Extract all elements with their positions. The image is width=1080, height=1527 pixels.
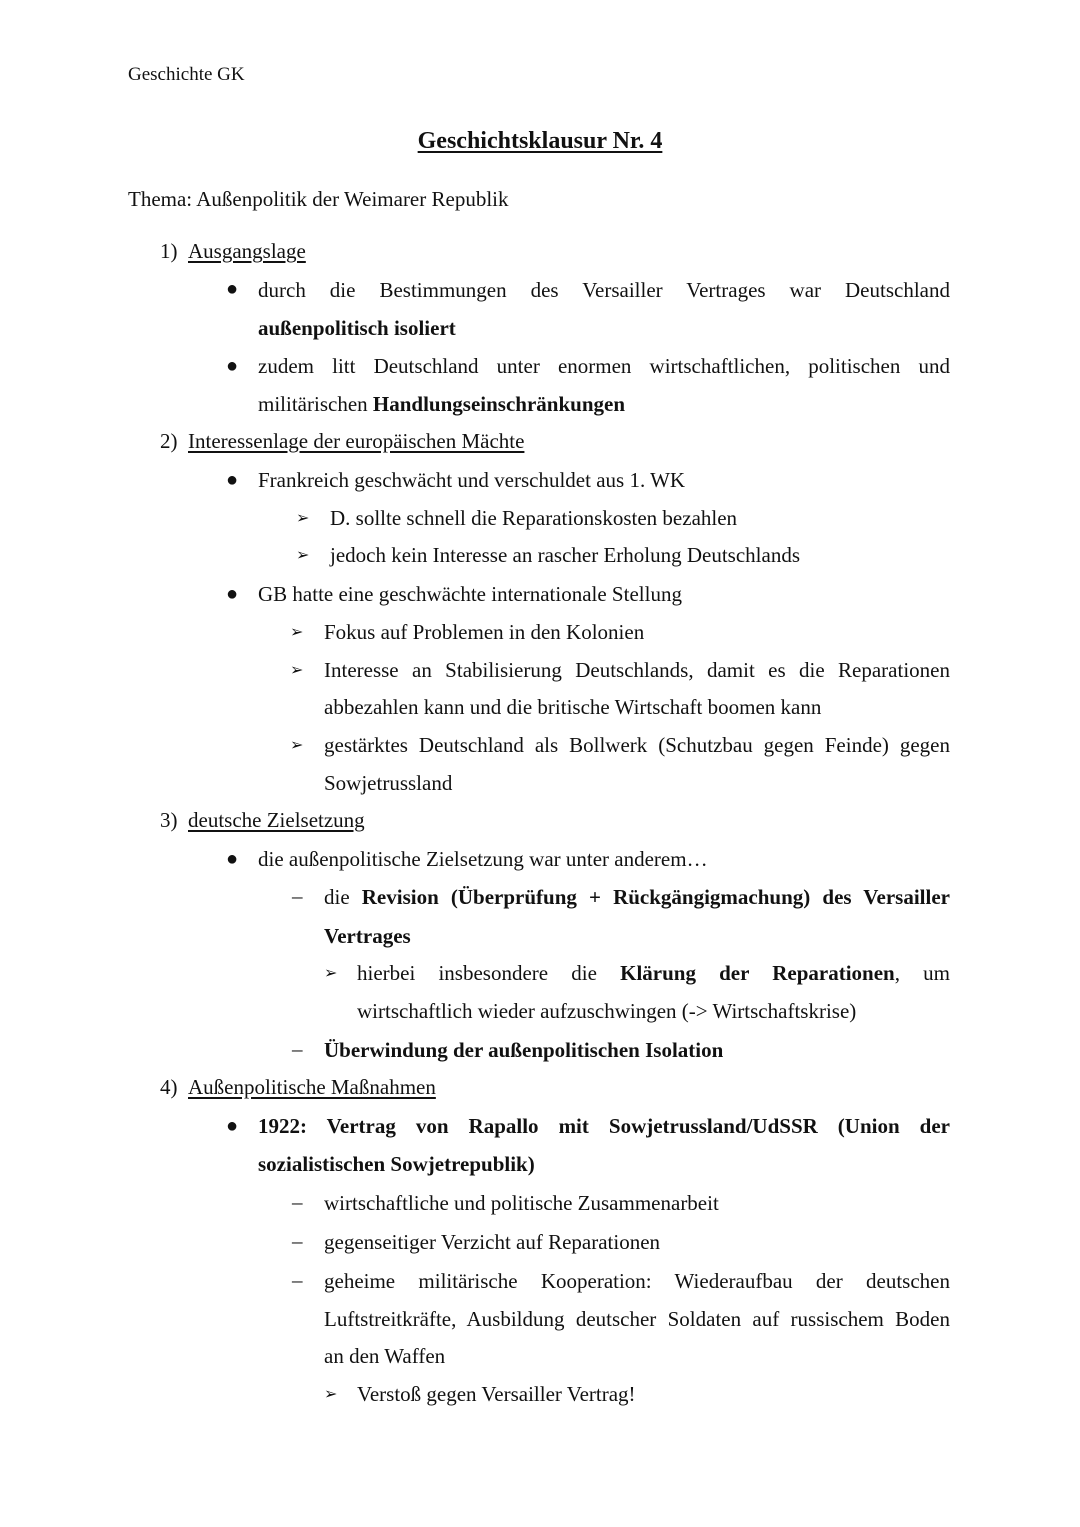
dash-bullet-icon: – bbox=[292, 1190, 303, 1214]
section-4-heading bbox=[160, 1074, 436, 1100]
dash-bullet-icon: – bbox=[292, 884, 303, 908]
bullet-icon: ● bbox=[226, 848, 239, 870]
s3-dash-1-text: die bbox=[324, 885, 362, 909]
s3-dash-1-bold: Revision (Überprüfung + Rückgängigmachung) des Versailler bbox=[361, 885, 950, 909]
page-title-text: Geschichtsklausur Nr. 4 bbox=[417, 128, 663, 154]
s3-dash-1-arrow-line-1 bbox=[357, 960, 950, 986]
s1-bullet-2-text: militärischen bbox=[258, 392, 373, 416]
section-number: 1) bbox=[160, 239, 178, 263]
s3-dash-1-line-2: Vertrages bbox=[324, 924, 411, 948]
s4-dash-3-line-1: geheime militärische Kooperation: Wiederaufbau der deutschen bbox=[324, 1269, 950, 1293]
s3-arrow-tail: , um bbox=[894, 961, 950, 985]
s1-bullet-1-line-1: durch die Bestimmungen des Versailler Vertrages war Deutschland bbox=[258, 278, 950, 302]
s2-bullet-2-arrow-3-line-2: Sowjetrussland bbox=[324, 771, 453, 795]
s1-bullet-2-line-2 bbox=[258, 391, 950, 417]
section-title: Interessenlage der europäischen Mächte bbox=[188, 429, 525, 453]
s1-bullet-2-line-1: zudem litt Deutschland unter enormen wirtschaftlichen, politischen und bbox=[258, 354, 950, 378]
s3-arrow-bold: Klärung der Reparationen bbox=[620, 961, 895, 985]
section-title: Außenpolitische Maßnahmen bbox=[188, 1075, 436, 1099]
arrow-bullet-icon: ➢ bbox=[290, 662, 304, 679]
section-number: 2) bbox=[160, 429, 178, 453]
section-title: Ausgangslage bbox=[188, 239, 306, 263]
s4-dash-2: gegenseitiger Verzicht auf Reparationen bbox=[324, 1230, 661, 1254]
s2-bullet-1-arrow-2: jedoch kein Interesse an rascher Erholung Deutschlands bbox=[330, 543, 800, 567]
bullet-icon: ● bbox=[226, 1115, 239, 1137]
s4-bullet-1-line-2: sozialistischen Sowjetrepublik) bbox=[258, 1152, 535, 1176]
section-3-heading bbox=[160, 807, 365, 833]
dash-bullet-icon: – bbox=[292, 1037, 303, 1061]
arrow-bullet-icon: ➢ bbox=[290, 624, 304, 641]
s2-bullet-2-arrow-1: Fokus auf Problemen in den Kolonien bbox=[324, 620, 645, 644]
page-title bbox=[0, 128, 1080, 155]
s2-bullet-1-arrow-1: D. sollte schnell die Reparationskosten bezahlen bbox=[330, 506, 738, 530]
s3-dash-1-arrow-line-2: wirtschaftlich wieder aufzuschwingen (-> Wirtschaftskrise) bbox=[357, 999, 857, 1023]
s4-dash-3-line-3: an den Waffen bbox=[324, 1344, 446, 1368]
s2-bullet-2-arrow-2-line-2: abbezahlen kann und die britische Wirtschaft boomen kann bbox=[324, 695, 822, 719]
dash-bullet-icon: – bbox=[292, 1229, 303, 1253]
s4-dash-3-line-2: Luftstreitkräfte, Ausbildung deutscher Soldaten auf russischem Boden bbox=[324, 1307, 950, 1331]
s2-bullet-1: Frankreich geschwächt und verschuldet aus 1. WK bbox=[258, 468, 686, 492]
arrow-bullet-icon: ➢ bbox=[290, 737, 304, 754]
s2-bullet-2: GB hatte eine geschwächte internationale Stellung bbox=[258, 582, 682, 606]
s1-bullet-2-bold: Handlungseinschränkungen bbox=[372, 392, 625, 416]
s3-dash-1-line-1 bbox=[324, 884, 950, 910]
s1-bullet-1-line-2: außenpolitisch isoliert bbox=[258, 316, 456, 340]
section-2-heading bbox=[160, 428, 524, 454]
arrow-bullet-icon: ➢ bbox=[324, 965, 338, 982]
section-title: deutsche Zielsetzung bbox=[188, 808, 365, 832]
theme-line: Thema: Außenpolitik der Weimarer Republik bbox=[128, 187, 509, 211]
s3-bullet-1: die außenpolitische Zielsetzung war unter anderem… bbox=[258, 847, 708, 871]
bullet-icon: ● bbox=[226, 278, 239, 300]
bullet-icon: ● bbox=[226, 583, 239, 605]
arrow-bullet-icon: ➢ bbox=[296, 510, 310, 527]
dash-bullet-icon: – bbox=[292, 1268, 303, 1292]
s3-dash-2: Überwindung der außenpolitischen Isolation bbox=[324, 1038, 724, 1062]
s2-bullet-2-arrow-2-line-1: Interesse an Stabilisierung Deutschlands, damit es die Reparationen bbox=[324, 658, 950, 682]
section-number: 4) bbox=[160, 1075, 178, 1099]
s4-dash-3-arrow: Verstoß gegen Versailler Vertrag! bbox=[357, 1382, 636, 1406]
arrow-bullet-icon: ➢ bbox=[296, 547, 310, 564]
section-1-heading bbox=[160, 238, 306, 264]
section-number: 3) bbox=[160, 808, 178, 832]
s3-arrow-text: hierbei insbesondere die bbox=[357, 961, 621, 985]
page-header: Geschichte GK bbox=[128, 64, 245, 85]
bullet-icon: ● bbox=[226, 355, 239, 377]
bullet-icon: ● bbox=[226, 469, 239, 491]
s4-dash-1: wirtschaftliche und politische Zusammenarbeit bbox=[324, 1191, 719, 1215]
s4-bullet-1-line-1: 1922: Vertrag von Rapallo mit Sowjetrussland/UdSSR (Union der bbox=[258, 1114, 950, 1138]
arrow-bullet-icon: ➢ bbox=[324, 1386, 338, 1403]
s2-bullet-2-arrow-3-line-1: gestärktes Deutschland als Bollwerk (Schutzbau gegen Feinde) gegen bbox=[324, 733, 950, 757]
